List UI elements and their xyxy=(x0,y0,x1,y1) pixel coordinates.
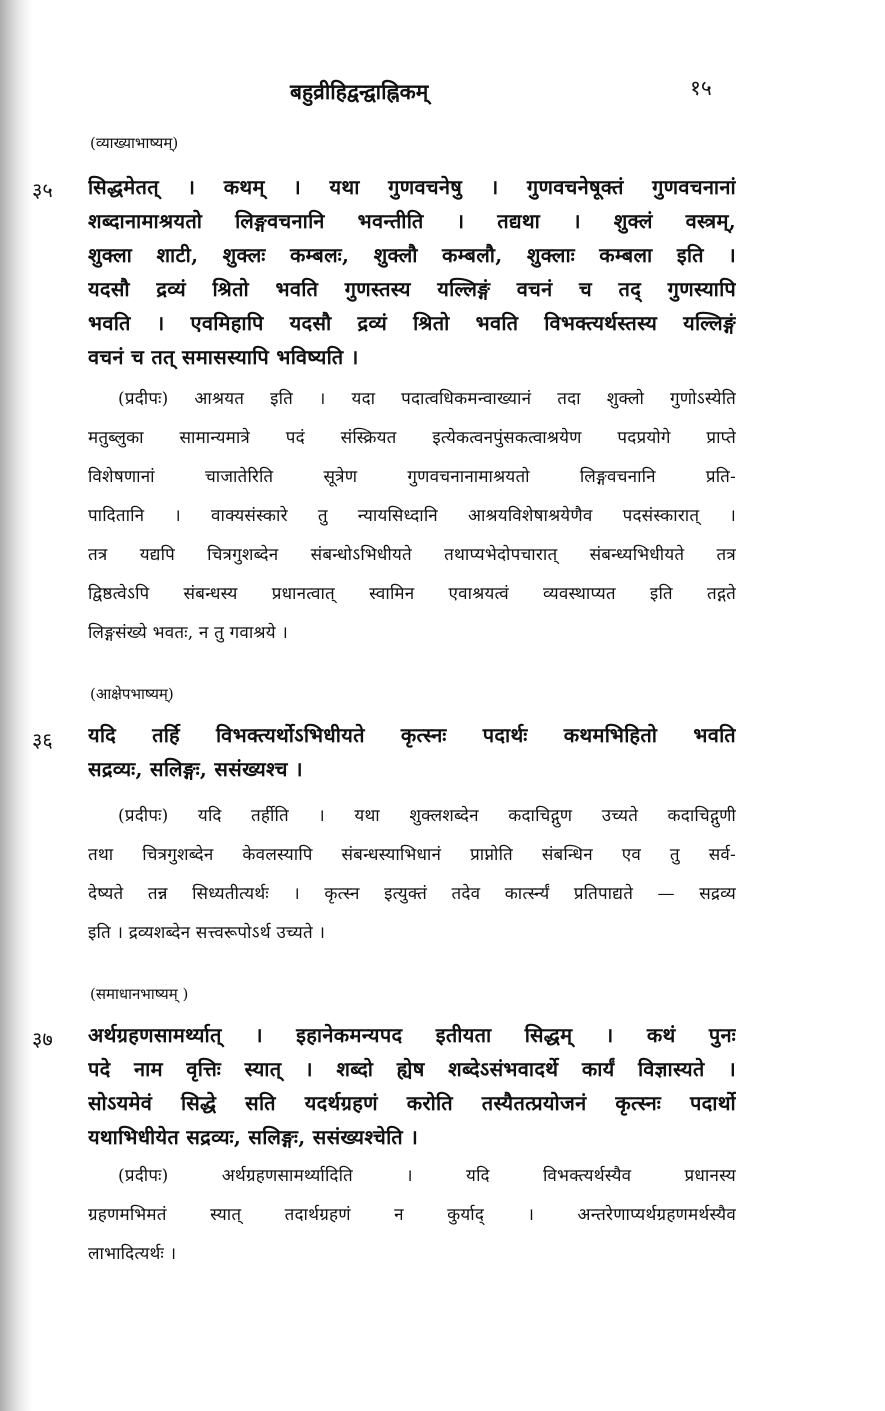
running-header-title: बहुव्रीहिद्वन्द्वाह्निकम् xyxy=(290,79,429,104)
section-label: (व्याख्याभाष्यम्) xyxy=(90,134,179,152)
pradipa-line: तत्र यद्यपि चित्रगुशब्देन संबन्धोऽभिधीयते तथाप्यभेदोपचारात् संबन्ध्यभिधीयते तत्र xyxy=(88,545,736,565)
pradipa-line: लाभादित्यर्थः । xyxy=(88,1244,177,1264)
pradipa-line: इति । द्रव्यशब्देन सत्त्वरूपोऽर्थ उच्यते । xyxy=(88,923,326,943)
bhashya-line: शुक्ला शाटी, शुक्लः कम्बलः, शुक्लौ कम्बलौ, शुक्लाः कम्बला इति । xyxy=(88,243,736,267)
bhashya-line: सोऽयमेवं सिद्धे सति यदर्थग्रहणं करोति तस्यैतत्प्रयोजनं कृत्स्नः पदार्थो xyxy=(88,1091,736,1115)
pradipa-line: तथा चित्रगुशब्देन केवलस्यापि संबन्धस्याभिधानं प्राप्नोति संबन्धिन एव तु सर्व- xyxy=(88,845,736,865)
pradipa-commentary xyxy=(88,380,736,653)
bhashya-line: सद्रव्यः, सलिङ्गः, ससंख्यश्च । xyxy=(88,757,303,781)
sutra-number: ३६ xyxy=(32,728,53,752)
pradipa-line: विशेषणानां चाजातेरिति सूत्रेण गुणवचनानामाश्रयतो लिङ्गवचनानि प्रति- xyxy=(88,467,736,487)
pradipa-line: लिङ्गसंख्ये भवतः, न तु गवाश्रये । xyxy=(88,623,289,643)
bhashya-line: पदे नाम वृत्तिः स्यात् । शब्दो ह्येष शब्देऽसंभवादर्थे कार्यं विज्ञास्यते । xyxy=(88,1057,736,1081)
bhashya-line: अर्थग्रहणसामर्थ्यात् । इहानेकमन्यपद इतीयता सिद्धम् । कथं पुनः xyxy=(88,1023,736,1047)
bhashya-text xyxy=(88,1018,736,1154)
pradipa-line: ग्रहणमभिमतं स्यात् तदार्थग्रहणं न कुर्याद् । अन्तरेणाप्यर्थग्रहणमर्थस्यैव xyxy=(88,1205,736,1225)
pradipa-commentary xyxy=(88,797,736,953)
bhashya-text xyxy=(88,170,736,374)
bhashya-line: यदि तर्हि विभक्त्यर्थोऽभिधीयते कृत्स्नः पदार्थः कथमभिहितो भवति xyxy=(88,723,736,747)
section-label: (समाधानभाष्यम् ) xyxy=(90,985,189,1003)
bhashya-line: शब्दानामाश्रयतो लिङ्गवचनानि भवन्तीति । तद्यथा । शुक्लं वस्त्रम्, xyxy=(88,209,736,233)
sutra-number: ३५ xyxy=(32,178,53,202)
pradipa-line: (प्रदीपः) आश्रयत इति । यदा पदात्वधिकमन्वाख्यानं तदा शुक्लो गुणोऽस्येति xyxy=(118,389,736,409)
bhashya-text xyxy=(88,718,736,786)
bhashya-line: वचनं च तत् समासस्यापि भविष्यति । xyxy=(88,345,359,369)
pradipa-line: (प्रदीपः) अर्थग्रहणसामर्थ्यादिति । यदि विभक्त्यर्थस्यैव प्रधानस्य xyxy=(118,1166,736,1186)
pradipa-line: पादितानि । वाक्यसंस्कारे तु न्यायसिध्दानि आश्रयविशेषाश्रयेणैव पदसंस्कारात् । xyxy=(88,506,736,526)
pradipa-commentary xyxy=(88,1157,736,1274)
pradipa-line: मतुब्लुका सामान्यमात्रे पदं संस्क्रियत इत्येकत्वनपुंसकत्वाश्रयेण पदप्रयोगे प्राप्ते xyxy=(88,428,736,448)
pradipa-line: (प्रदीपः) यदि तर्हीति । यथा शुक्लशब्देन कदाचिद्गुण उच्यते कदाचिद्गुणी xyxy=(118,806,736,826)
bhashya-line: सिद्धमेतत् । कथम् । यथा गुणवचनेषु । गुणवचनेषूक्तं गुणवचनानां xyxy=(88,175,736,199)
pradipa-line: द्विष्ठत्वेऽपि संबन्धस्य प्रधानत्वात् स्वामिन एवाश्रयत्वं व्यवस्थाप्यत इति तद्गते xyxy=(88,584,736,604)
section-label: (आक्षेपभाष्यम्) xyxy=(90,685,174,703)
page-edge-shadow xyxy=(0,0,32,1411)
bhashya-line: यथाभिधीयेत सद्रव्यः, सलिङ्गः, ससंख्यश्चेति । xyxy=(88,1125,419,1149)
pradipa-line: देष्यते तन्न सिध्यतीत्यर्थः । कृत्स्न इत्युक्तं तदेव कार्त्स्न्यं प्रतिपाद्यते — सद्रव्य xyxy=(88,884,736,904)
bhashya-line: भवति । एवमिहापि यदसौ द्रव्यं श्रितो भवति विभक्त्यर्थस्तस्य यल्लिङ्गं xyxy=(88,311,736,335)
page-number: १५ xyxy=(690,76,712,100)
sutra-number: ३७ xyxy=(32,1027,53,1051)
bhashya-line: यदसौ द्रव्यं श्रितो भवति गुणस्तस्य यल्लिङ्गं वचनं च तद् गुणस्यापि xyxy=(88,277,736,301)
